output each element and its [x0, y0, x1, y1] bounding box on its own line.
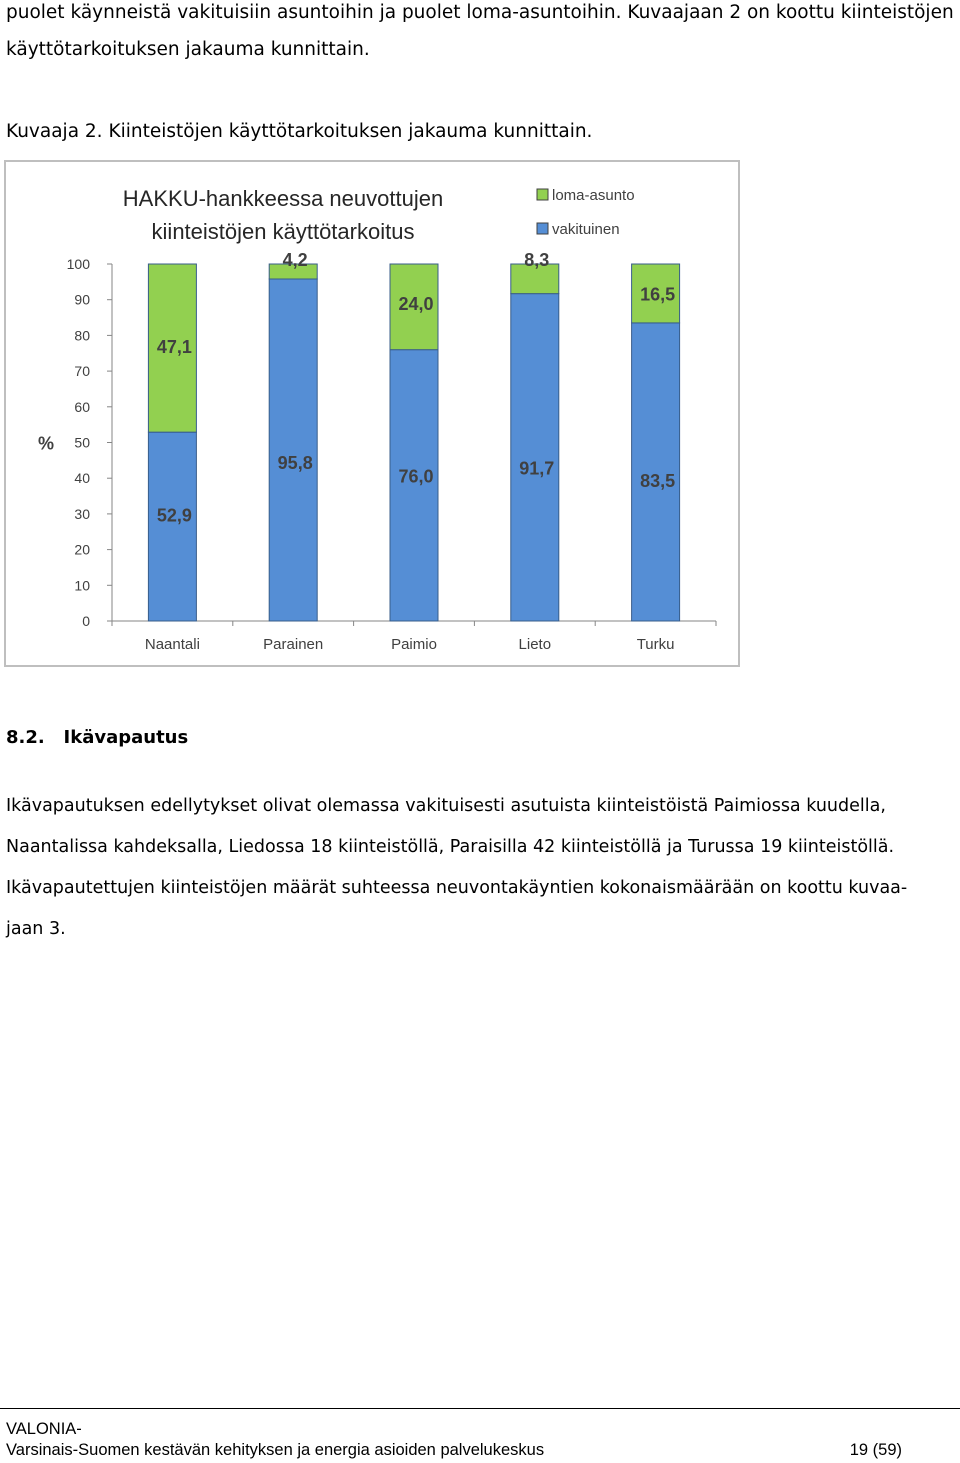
legend-label-vakituinen: vakituinen: [552, 221, 620, 238]
footer-org-line-1: VALONIA-: [6, 1420, 82, 1438]
y-tick-label: 30: [74, 505, 90, 522]
data-label: 83,5: [640, 470, 676, 491]
data-label: 91,7: [519, 458, 555, 479]
y-tick-label: 80: [74, 327, 90, 344]
y-tick-label: 40: [74, 470, 90, 487]
bar-vakituinen-parainen: [269, 279, 317, 621]
chart-title-line: kiinteistöjen käyttötarkoitus: [151, 219, 415, 244]
y-tick-label: 10: [74, 577, 90, 594]
legend-swatch-loma-asunto: [537, 189, 548, 200]
data-label: 76,0: [398, 466, 434, 487]
data-label: 16,5: [640, 284, 676, 305]
x-category-label: Naantali: [144, 636, 200, 653]
data-label: 52,9: [156, 505, 192, 526]
intro-line-2: käyttötarkoituksen jakauma kunnittain.: [6, 39, 370, 60]
section-heading: 8.2. Ikävapautus: [6, 727, 189, 748]
legend-swatch-vakituinen: [537, 223, 548, 234]
y-tick-label: 90: [74, 291, 90, 308]
footer-divider: [0, 1408, 960, 1409]
chart-title-line: HAKKU-hankkeessa neuvottujen: [122, 186, 444, 211]
y-tick-label: 0: [82, 613, 90, 629]
y-axis-title: %: [37, 433, 55, 454]
data-label: 8,3: [524, 250, 550, 270]
data-label: 4,2: [282, 250, 308, 270]
x-category-label: Paimio: [391, 636, 437, 653]
y-tick-label: 50: [74, 434, 90, 451]
x-category-label: Lieto: [518, 636, 552, 653]
y-tick-label: 100: [66, 256, 90, 272]
footer-org-line-2: Varsinais-Suomen kestävän kehityksen ja energia asioiden palvelukeskus: [6, 1441, 545, 1459]
paragraph-line-3: Ikävapautettujen kiinteistöjen määrät suhteessa neuvontakäyntien kokonaismäärään on koottu kuvaa-: [6, 878, 908, 898]
paragraph-line-4: jaan 3.: [6, 919, 66, 939]
paragraph-line-1: Ikävapautuksen edellytykset olivat olemassa vakituisesti asutuista kiinteistöistä Paimiossa kuudella,: [6, 796, 886, 816]
y-tick-label: 60: [74, 398, 90, 415]
bar-vakituinen-lieto: [511, 294, 559, 621]
data-label: 95,8: [277, 452, 313, 473]
stacked-bar-chart: [6, 162, 742, 669]
chart-frame: [4, 160, 740, 667]
y-tick-label: 20: [74, 541, 90, 558]
x-category-label: Parainen: [263, 636, 324, 653]
legend-label-loma-asunto: loma-asunto: [552, 187, 635, 204]
intro-line-1: puolet käynneistä vakituisiin asuntoihin ja puolet loma-asuntoihin. Kuvaajaan 2 on koottu kiinteistöjen: [6, 2, 954, 23]
data-label: 24,0: [398, 293, 434, 314]
bar-vakituinen-naantali: [148, 432, 196, 621]
paragraph-line-2: Naantalissa kahdeksalla, Liedossa 18 kiinteistöllä, Paraisilla 42 kiinteistöllä ja Turussa 19 kiinteistöllä.: [6, 837, 895, 857]
data-label: 47,1: [156, 337, 192, 358]
figure-caption: Kuvaaja 2. Kiinteistöjen käyttötarkoituksen jakauma kunnittain.: [6, 121, 593, 142]
x-category-label: Turku: [636, 636, 675, 653]
footer-page-number: 19 (59): [849, 1441, 902, 1459]
y-tick-label: 70: [74, 363, 90, 380]
